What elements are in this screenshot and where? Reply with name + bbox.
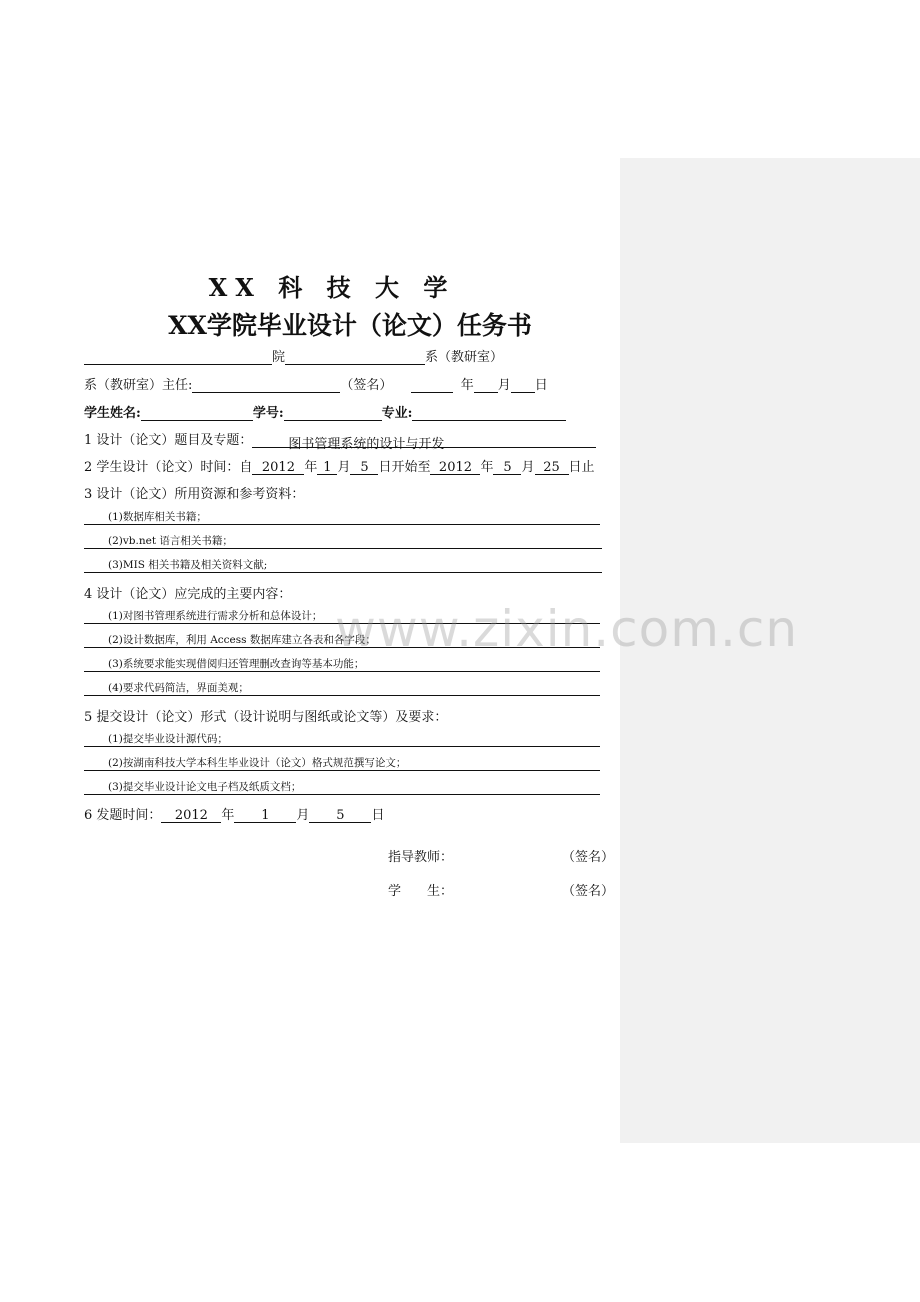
resource-item-text: (3)MIS 相关书籍及相关资料文献;	[108, 559, 268, 571]
start-day-label: 日开始至	[378, 460, 431, 475]
issue-year[interactable]: 2012	[161, 808, 221, 823]
end-year[interactable]: 2012	[430, 460, 480, 475]
major-label: 专业:	[381, 406, 413, 421]
student-row	[84, 402, 566, 421]
content-item[interactable]	[84, 656, 600, 672]
section-1-label: 1 设计（论文）题目及专题：	[84, 433, 253, 448]
start-year-label: 年	[304, 460, 318, 475]
submission-item[interactable]	[84, 731, 600, 747]
issue-year-label: 年	[221, 808, 235, 823]
section-6-label: 6 发题时间：	[84, 808, 162, 823]
student-signature-mark[interactable]: （签名）	[562, 884, 615, 899]
end-day[interactable]: 25	[535, 460, 569, 475]
resource-item-text: (1)数据库相关书籍；	[108, 511, 207, 523]
director-sign-label: （签名）	[340, 378, 393, 393]
start-day[interactable]: 5	[350, 460, 378, 475]
resource-item[interactable]	[84, 533, 602, 549]
resource-item[interactable]	[84, 509, 600, 525]
teacher-signature-mark[interactable]: （签名）	[562, 850, 615, 865]
issue-month-label: 月	[296, 808, 310, 823]
submission-item-text: (2)按湖南科技大学本科生毕业设计（论文）格式规范撰写论文；	[108, 757, 407, 769]
director-day-blank[interactable]	[511, 378, 535, 393]
resource-item-text: (2)vb.net 语言相关书籍；	[108, 535, 233, 547]
content-item-text: (3)系统要求能实现借阅归还管理删改查询等基本功能；	[108, 658, 365, 670]
content-item-text: (2)设计数据库，利用 Access 数据库建立各表和各字段；	[108, 634, 376, 646]
watermark: www.zixin.com.cn	[335, 600, 799, 658]
student-name-label: 学生姓名:	[84, 406, 141, 421]
content-item[interactable]	[84, 632, 600, 648]
section-5-label: 5 提交设计（论文）形式（设计说明与图纸或论文等）及要求：	[84, 710, 448, 725]
content-item[interactable]	[84, 680, 600, 696]
student-id-label: 学号:	[252, 406, 284, 421]
director-year-blank[interactable]	[411, 378, 453, 393]
document-title: XX学院毕业设计（论文）任务书	[168, 311, 532, 340]
director-label: 系（教研室）主任:	[84, 378, 193, 393]
end-month-label: 月	[521, 460, 535, 475]
department-suffix: 系（教研室）	[425, 350, 504, 365]
college-blank[interactable]	[84, 350, 272, 365]
director-row	[84, 374, 548, 393]
issue-month[interactable]: 1	[234, 808, 296, 823]
end-day-label: 日止	[568, 460, 595, 475]
department-blank[interactable]	[285, 350, 425, 365]
department-row	[84, 346, 503, 365]
section-2-from: ：自	[226, 460, 253, 475]
college-suffix: 院	[272, 350, 286, 365]
university-title: XX 科 技 大 学	[208, 273, 456, 302]
section-2-label: 2 学生设计（论文）时间	[84, 460, 227, 475]
submission-item-text: (3)提交毕业设计论文电子档及纸质文档；	[108, 781, 302, 793]
start-month[interactable]: 1	[317, 460, 337, 475]
teacher-signature-label: 指导教师：	[388, 850, 454, 865]
resource-item[interactable]	[84, 557, 602, 573]
content-item[interactable]	[84, 608, 600, 624]
student-id-blank[interactable]	[284, 406, 382, 421]
end-year-label: 年	[480, 460, 494, 475]
end-month[interactable]: 5	[493, 460, 521, 475]
director-day-label: 日	[534, 378, 548, 393]
content-item-text: (1)对图书管理系统进行需求分析和总体设计；	[108, 610, 323, 622]
issue-day-label: 日	[371, 808, 385, 823]
section-1	[84, 429, 596, 452]
major-blank[interactable]	[412, 406, 566, 421]
start-year[interactable]: 2012	[252, 460, 304, 475]
section-3-label: 3 设计（论文）所用资源和参考资料：	[84, 487, 305, 502]
submission-item-text: (1)提交毕业设计源代码；	[108, 733, 228, 745]
director-blank[interactable]	[192, 378, 340, 393]
student-signature-label: 学 生：	[388, 884, 454, 899]
section-6	[84, 804, 384, 823]
issue-day[interactable]: 5	[309, 808, 371, 823]
content-item-text: (4)要求代码简洁，界面美观；	[108, 682, 249, 694]
section-4-label: 4 设计（论文）应完成的主要内容：	[84, 587, 292, 602]
director-month-blank[interactable]	[474, 378, 498, 393]
section-2	[84, 456, 595, 475]
submission-item[interactable]	[84, 755, 600, 771]
submission-item[interactable]	[84, 779, 600, 795]
start-month-label: 月	[337, 460, 351, 475]
topic-field[interactable]	[252, 433, 596, 452]
director-year-label: 年	[460, 378, 474, 393]
student-name-blank[interactable]	[141, 406, 253, 421]
topic-value: 图书管理系统的设计与开发	[288, 437, 445, 452]
director-month-label: 月	[497, 378, 511, 393]
